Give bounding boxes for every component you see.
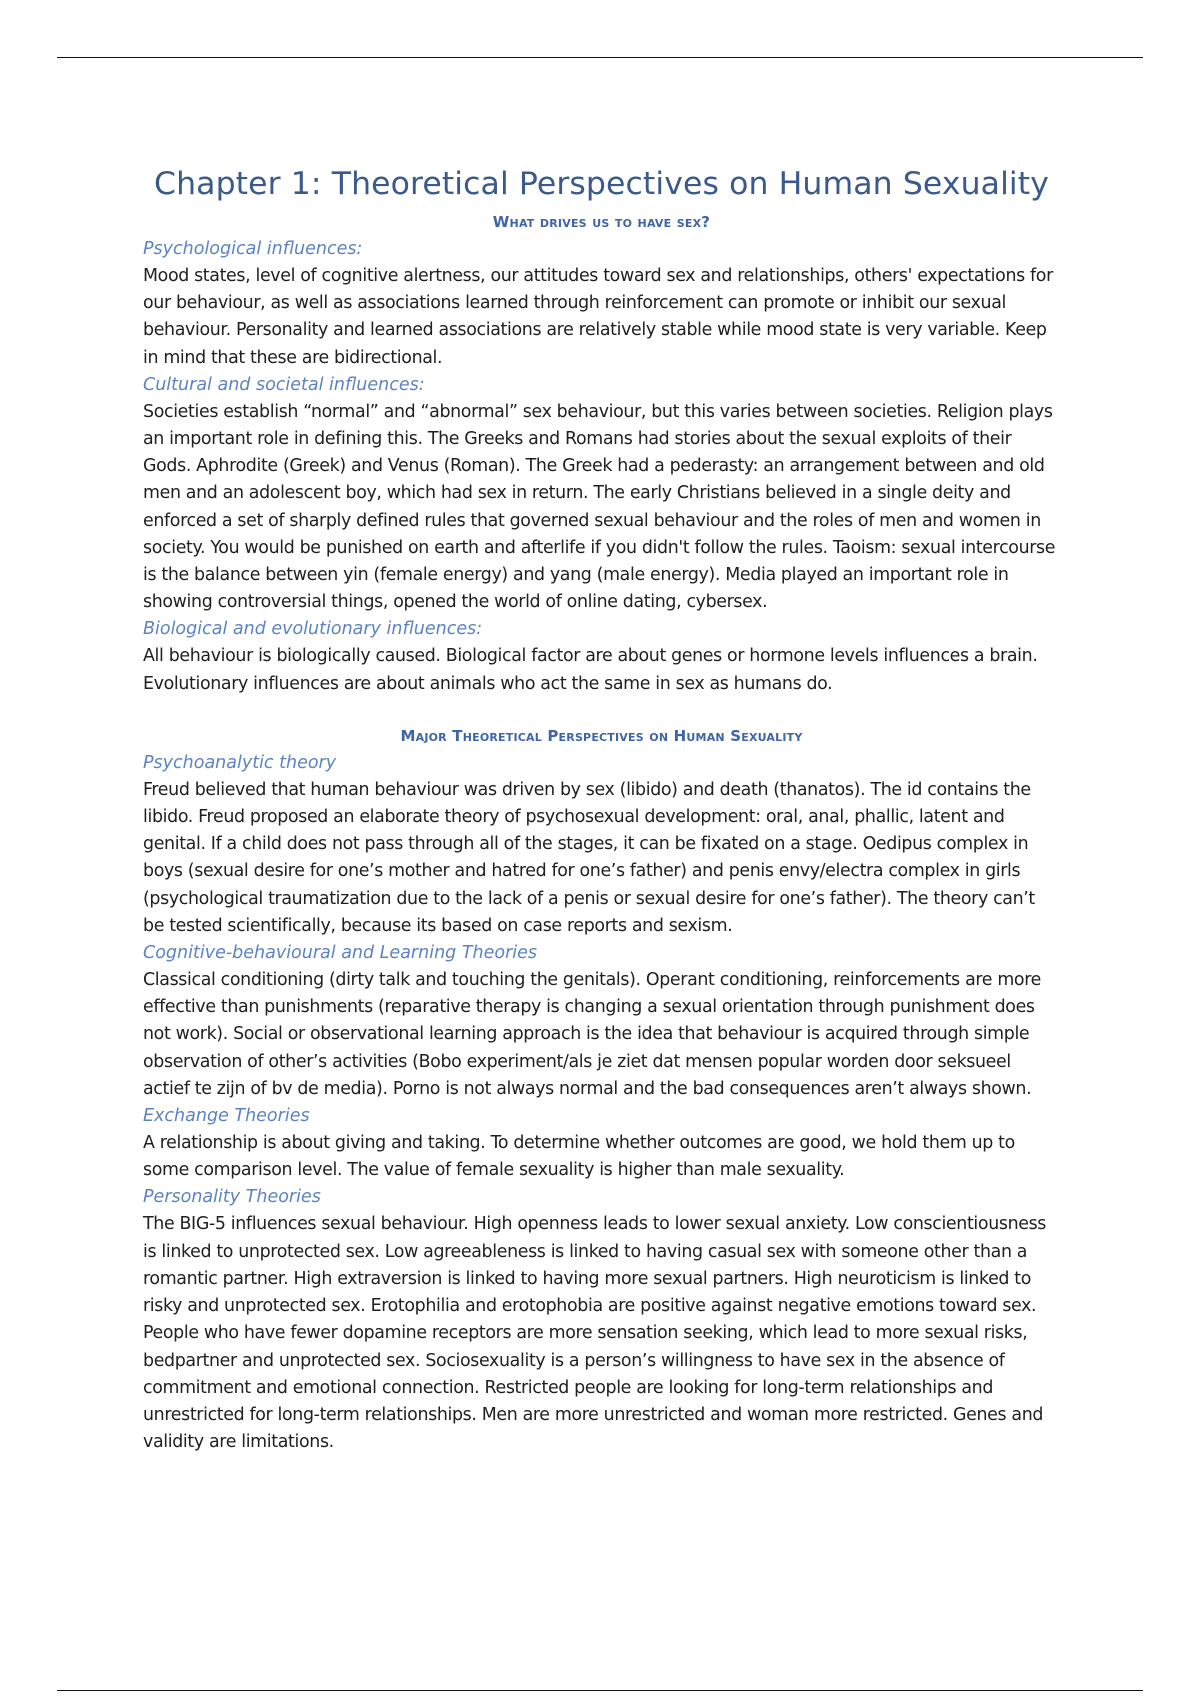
subheading: Psychological influences: — [143, 239, 363, 259]
section-heading: What drives us to have sex? — [492, 213, 711, 231]
subheading: Exchange Theories — [143, 1106, 310, 1127]
paragraph: Mood states, level of cognitive alertness, our attitudes toward sex and relationships, others' expectations for our behaviour, as well as associations learned through reinforcement can promote or inhibit our sexual behaviour. Personality and learned associations are relatively stable while mood state is very variable. Keep in mind that these are bidirectional. — [143, 266, 1053, 368]
subheading: Biological and evolutionary influences: — [143, 619, 483, 640]
paragraph: Freud believed that human behaviour was driven by sex (libido) and death (thanatos). The id contains the libido. Freud proposed an elaborate theory of psychosexual development: oral, anal, phallic, latent and genital. If a child does not pass through all of the stages, it can be fixated on a stage. Oedipus complex in boys (sexual desire for one’s mother and hatred for one’s father) and penis envy/electra complex in girls (psychological traumatization due to the lack of a penis or sexual desire for one’s father). The theory can’t be tested scientifically, because its based on case reports and sexism. — [143, 779, 1035, 936]
subheading: Psychoanalytic theory — [143, 752, 337, 773]
section-heading: Major Theoretical Perspectives on Human Sexuality — [400, 726, 803, 745]
bottom-rule — [57, 1690, 1143, 1691]
subheading: Cultural and societal influences: — [143, 374, 425, 395]
top-rule — [57, 57, 1143, 58]
paragraph: The BIG-5 influences sexual behaviour. High openness leads to lower sexual anxiety. Low conscientiousness is linked to unprotected sex. Low agreeableness is linked to having casual sex with someone other than a romantic partner. High extraversion is linked to having more sexual partners. High neuroticism is linked to risky and unprotected sex. Erotophilia and erotophobia are positive against negative emotions toward sex. People who have fewer dopamine receptors are more sensation seeking, which lead to more sexual risks, bedpartner and unprotected sex. Sociosexuality is a person’s willingness to have sex in the absence of commitment and emotional connection. Restricted people are looking for long-term relationships and unrestricted for long-term relationships. Men are more unrestricted and woman more restricted. Genes and validity are limitations. — [143, 1214, 1047, 1453]
subheading: Cognitive-behavioural and Learning Theories — [143, 943, 538, 964]
paragraph: Classical conditioning (dirty talk and touching the genitals). Operant conditioning, reinforcements are more effective than punishments (reparative therapy is changing a sexual orientation through punishment does not work). Social or observational learning approach is the idea that behaviour is acquired through simple observation of other’s activities (Bobo experiment/als je ziet dat mensen popular worden door seksueel actief te zijn of bv de media). Porno is not always normal and the bad consequences aren’t always shown. — [143, 970, 1041, 1099]
subheading: Personality Theories — [143, 1187, 321, 1208]
document-page — [143, 160, 1060, 1456]
paragraph: A relationship is about giving and taking. To determine whether outcomes are good, we hold them up to some comparison level. The value of female sexuality is higher than male sexuality. — [143, 1133, 1015, 1181]
paragraph: Societies establish “normal” and “abnormal” sex behaviour, but this varies between societies. Religion plays an important role in defining this. The Greeks and Romans had stories about the sexual exploits of their Gods. Aphrodite (Greek) and Venus (Roman). The Greek had a pederasty: an arrangement between and old men and an adolescent boy, which had sex in return. The early Christians believed in a single deity and enforced a set of sharply defined rules that governed sexual behaviour and the roles of men and women in society. You would be punished on earth and afterlife if you didn't follow the rules. Taoism: sexual intercourse is the balance between yin (female energy) and yang (male energy). Media played an important role in showing controversial things, opened the world of online dating, cybersex. — [143, 401, 1056, 613]
page-title: Chapter 1: Theoretical Perspectives on Human Sexuality — [154, 166, 1049, 202]
paragraph: All behaviour is biologically caused. Biological factor are about genes or hormone levels influences a brain. Evolutionary influences are about animals who act the same in sex as humans do. — [143, 646, 1038, 694]
